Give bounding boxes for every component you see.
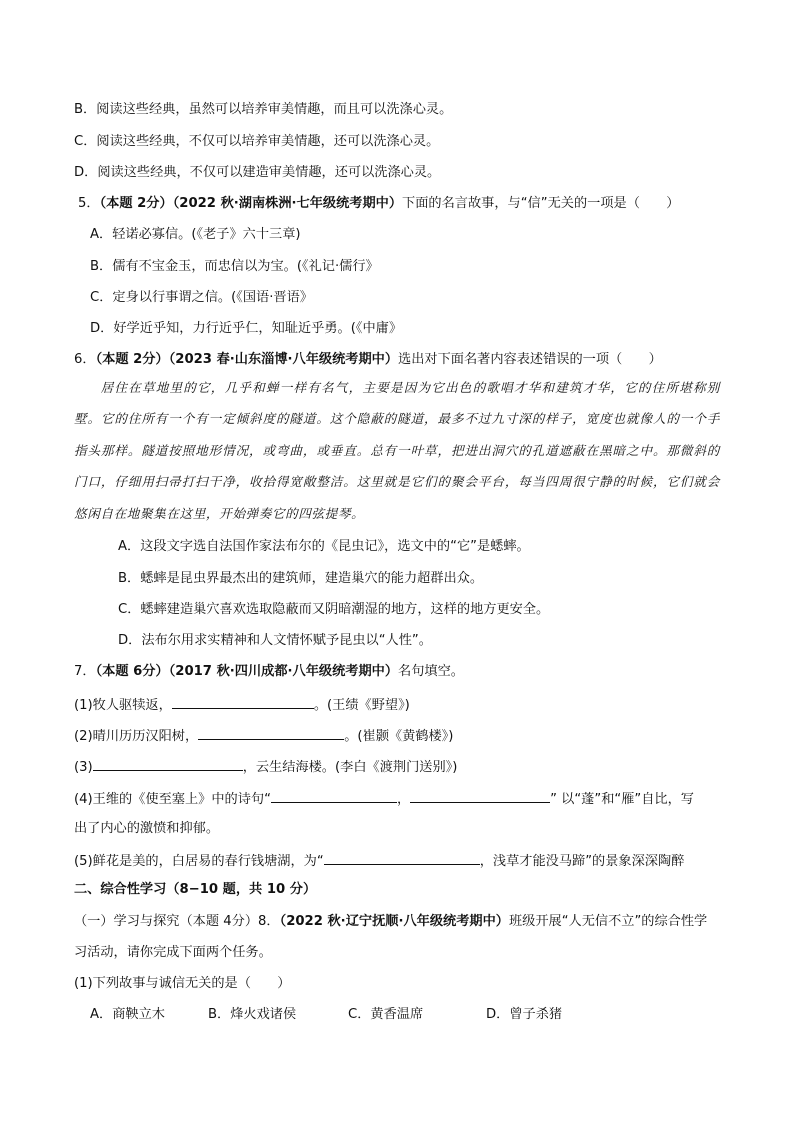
q6-option-a: A．这段文字选自法国作家法布尔的《昆虫记》，选文中的“它”是蟋蟀。 xyxy=(118,539,530,554)
q6-question: 选出对下面名著内容表述错误的一项（ ） xyxy=(398,352,662,367)
q7-meta: （本题 6分）（2017 秋·四川成都·八年级统考期中） xyxy=(95,664,399,679)
answer-blank[interactable] xyxy=(324,851,480,865)
answer-blank[interactable] xyxy=(271,789,397,803)
q6-option-c: C．蟋蟀建造巢穴喜欢选取隐蔽而又阴暗潮湿的地方，这样的地方更安全。 xyxy=(118,602,550,617)
q6-passage xyxy=(74,372,720,529)
q7-line-5 xyxy=(74,851,684,871)
q4-option-b: B．阅读这些经典，虽然可以培养审美情趣，而且可以洗涤心灵。 xyxy=(74,102,453,117)
q8-sub-1: (1)下列故事与诚信无关的是（ ） xyxy=(74,976,291,991)
q7-line-4 xyxy=(74,789,694,809)
q7-line-3 xyxy=(74,757,457,777)
answer-blank[interactable] xyxy=(172,695,314,709)
q5-number: 5． xyxy=(78,196,100,211)
q7-line-4-comma: ， xyxy=(396,792,411,807)
q6-stem xyxy=(74,351,662,369)
q7-line-4-tail: ” 以“蓬”和“雁”自比，写 xyxy=(550,792,694,807)
q7-line-2-source: 。(崔颢《黄鹤楼》) xyxy=(344,729,454,744)
q8-stem-cont: 习活动，请你完成下面两个任务。 xyxy=(74,945,272,960)
q5-option-c: C．定身以行事谓之信。(《国语·晋语》 xyxy=(90,290,313,305)
q5-meta: （本题 2分）（2022 秋·湖南株洲·七年级统考期中） xyxy=(99,196,403,211)
q5-option-a: A．轻诺必寡信。(《老子》六十三章) xyxy=(90,227,301,242)
q7-line-1-text: (1)牧人驱犊返， xyxy=(74,698,172,713)
q7-question: 名句填空。 xyxy=(398,664,464,679)
q6-passage-text: 居住在草地里的它，几乎和蝉一样有名气，主要是因为它出色的歌唱才华和建筑才华，它的住所堪称别墅。它的住所有一个有一定倾斜度的隧道。这个隐蔽的隧道，最多不过九寸深的样子，宽度也就像人的一个手指头那样。隧道按照地形情况，或弯曲，或垂直。总有一叶草，把进出洞穴的孔道遮蔽在黑暗之中。那微斜的门口，仔细用扫帚打扫干净，收拾得宽敞整洁。这里就是它们的聚会平台，每当四周很宁静的时候，它们就会悠闲自在地聚集在这里，开始弹奏它的四弦提琴。 xyxy=(74,380,720,521)
section-2-title: 二、综合性学习（8−10 题，共 10 分） xyxy=(74,882,317,897)
q7-line-4-cont: 出了内心的激愤和抑郁。 xyxy=(74,821,220,836)
q6-option-b: B．蟋蟀是昆虫界最杰出的建筑师，建造巢穴的能力超群出众。 xyxy=(118,571,484,586)
q7-line-2-text: (2)晴川历历汉阳树， xyxy=(74,729,199,744)
q5-stem xyxy=(78,195,679,213)
q8-option-b: B．烽火戏诸侯 xyxy=(208,1007,297,1022)
q7-line-1-source: 。(王绩《野望》) xyxy=(313,698,410,713)
q7-number: 7． xyxy=(74,664,96,679)
q6-number: 6． xyxy=(74,352,96,367)
q7-line-3-source: ，云生结海楼。(李白《渡荆门送别》) xyxy=(242,760,458,775)
q8-option-d: D．曾子杀猪 xyxy=(486,1007,563,1022)
q8-number: 8． xyxy=(258,914,280,929)
q6-meta: （本题 2分）（2023 春·山东淄博·八年级统考期中） xyxy=(95,352,399,367)
q7-line-5-tail: ，浅草才能没马蹄”的景象深深陶醉 xyxy=(479,854,685,869)
q7-line-4-text: (4)王维的《使至塞上》中的诗句“ xyxy=(74,792,271,807)
q8-option-c: C．黄香温席 xyxy=(348,1007,424,1022)
q8-meta: （2022 秋·辽宁抚顺·八年级统考期中） xyxy=(279,914,509,929)
answer-blank[interactable] xyxy=(93,757,243,771)
q7-stem xyxy=(74,663,464,681)
q4-option-c: C．阅读这些经典，不仅可以培养审美情趣，还可以洗涤心灵。 xyxy=(74,134,440,149)
q4-option-d: D．阅读这些经典，不仅可以建造审美情趣，还可以洗涤心灵。 xyxy=(74,165,441,180)
q5-question: 下面的名言故事，与“信”无关的一项是（ ） xyxy=(402,196,680,211)
q5-option-d: D．好学近乎知，力行近乎仁，知耻近乎勇。(《中庸》 xyxy=(90,321,403,336)
q8-question: 班级开展“人无信不立”的综合性学 xyxy=(508,914,708,929)
q7-line-3-text: (3) xyxy=(74,760,93,775)
answer-blank[interactable] xyxy=(198,726,344,740)
q8-option-a: A．商鞅立木 xyxy=(90,1007,165,1022)
q7-line-1 xyxy=(74,695,410,715)
q7-line-2 xyxy=(74,726,453,746)
q7-line-5-text: (5)鲜花是美的，白居易的春行钱塘湖，为“ xyxy=(74,854,324,869)
answer-blank[interactable] xyxy=(410,789,550,803)
q8-stem xyxy=(74,913,707,931)
q8-lead: （一）学习与探究（本题 4分） xyxy=(74,914,259,929)
q6-option-d: D．法布尔用求实精神和人文情怀赋予昆虫以“人性”。 xyxy=(118,633,432,648)
q5-option-b: B．儒有不宝金玉，而忠信以为宝。(《礼记·儒行》 xyxy=(90,259,379,274)
